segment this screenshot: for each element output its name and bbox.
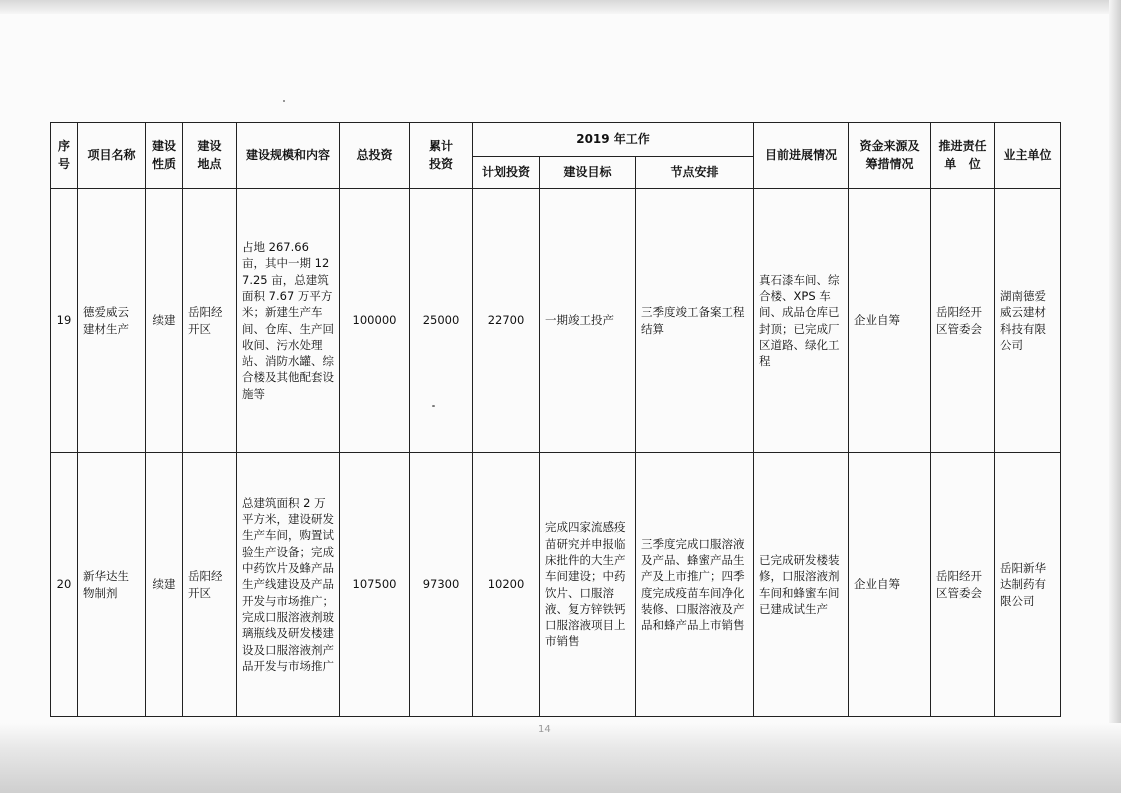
cell-seq: 19 [51,189,78,453]
header-scale: 建设规模和内容 [237,123,340,189]
cell-cumulative: 25000 [410,189,473,453]
header-total: 总投资 [340,123,410,189]
cell-name: 德爱威云建材生产 [78,189,146,453]
header-progress: 目前进展情况 [754,123,849,189]
header-location: 建设 地点 [183,123,237,189]
header-cumulative: 累计 投资 [410,123,473,189]
cell-location: 岳阳经开区 [183,189,237,453]
cell-schedule: 三季度竣工备案工程结算 [636,189,754,453]
cell-owner: 湖南德爱威云建材科技有限公司 [995,189,1061,453]
header-plan-invest: 计划投资 [473,157,540,189]
header-year-work: 2019 年工作 [473,123,754,157]
cell-nature: 续建 [146,189,183,453]
header-row-1 [51,123,1061,157]
project-table [50,122,1061,717]
cell-location: 岳阳经开区 [183,453,237,717]
cell-funding: 企业自筹 [849,453,931,717]
cell-plan-invest: 22700 [473,189,540,453]
header-funding: 资金来源及 筹措情况 [849,123,931,189]
header-schedule: 节点安排 [636,157,754,189]
header-name: 项目名称 [78,123,146,189]
cell-goal: 一期竣工投产 [540,189,636,453]
cell-responsible: 岳阳经开区管委会 [931,453,995,717]
cell-name: 新华达生物制剂 [78,453,146,717]
cell-total: 100000 [340,189,410,453]
page-number: 14 [538,724,551,735]
header-responsible: 推进责任 单 位 [931,123,995,189]
header-nature: 建设 性质 [146,123,183,189]
cell-progress: 已完成研发楼装修，口服溶液剂车间和蜂蜜车间已建成试生产 [754,453,849,717]
cell-total: 107500 [340,453,410,717]
scan-edge-right [1109,0,1121,793]
table-row [51,453,1061,717]
header-seq: 序 号 [51,123,78,189]
cell-scale: 占地 267.66 亩，其中一期 127.25 亩，总建筑面积 7.67 万平方米；新建生产车间、仓库、生产回收间、污水处理站、消防水罐、综合楼及其他配套设施等 [237,189,340,453]
cell-seq: 20 [51,453,78,717]
cell-nature: 续建 [146,453,183,717]
cell-plan-invest: 10200 [473,453,540,717]
cell-funding: 企业自筹 [849,189,931,453]
header-owner: 业主单位 [995,123,1061,189]
scan-edge-bottom [0,723,1121,793]
cell-scale: 总建筑面积 2 万平方米，建设研发生产车间，购置试验生产设备；完成中药饮片及蜂产品生产线建设及产品开发与市场推广；完成口服溶液剂玻璃瓶线及研发楼建设及口服溶液剂产品开发与市场推广 [237,453,340,717]
cell-progress: 真石漆车间、综合楼、XPS 车间、成品仓库已封顶；已完成厂区道路、绿化工程 [754,189,849,453]
cell-schedule: 三季度完成口服溶液及产品、蜂蜜产品生产及上市推广；四季度完成疫苗车间净化装修、口服溶液及产品和蜂产品上市销售 [636,453,754,717]
cell-cumulative: 97300 [410,453,473,717]
header-goal: 建设目标 [540,157,636,189]
cell-responsible: 岳阳经开区管委会 [931,189,995,453]
scan-edge-top [0,0,1121,14]
cell-goal: 完成四家流感疫苗研究并申报临床批件的大生产车间建设；中药饮片、口服溶液、复方锌铁钙口服溶液项目上市销售 [540,453,636,717]
scan-speck [283,100,285,102]
table-row [51,189,1061,453]
cell-owner: 岳阳新华达制药有限公司 [995,453,1061,717]
